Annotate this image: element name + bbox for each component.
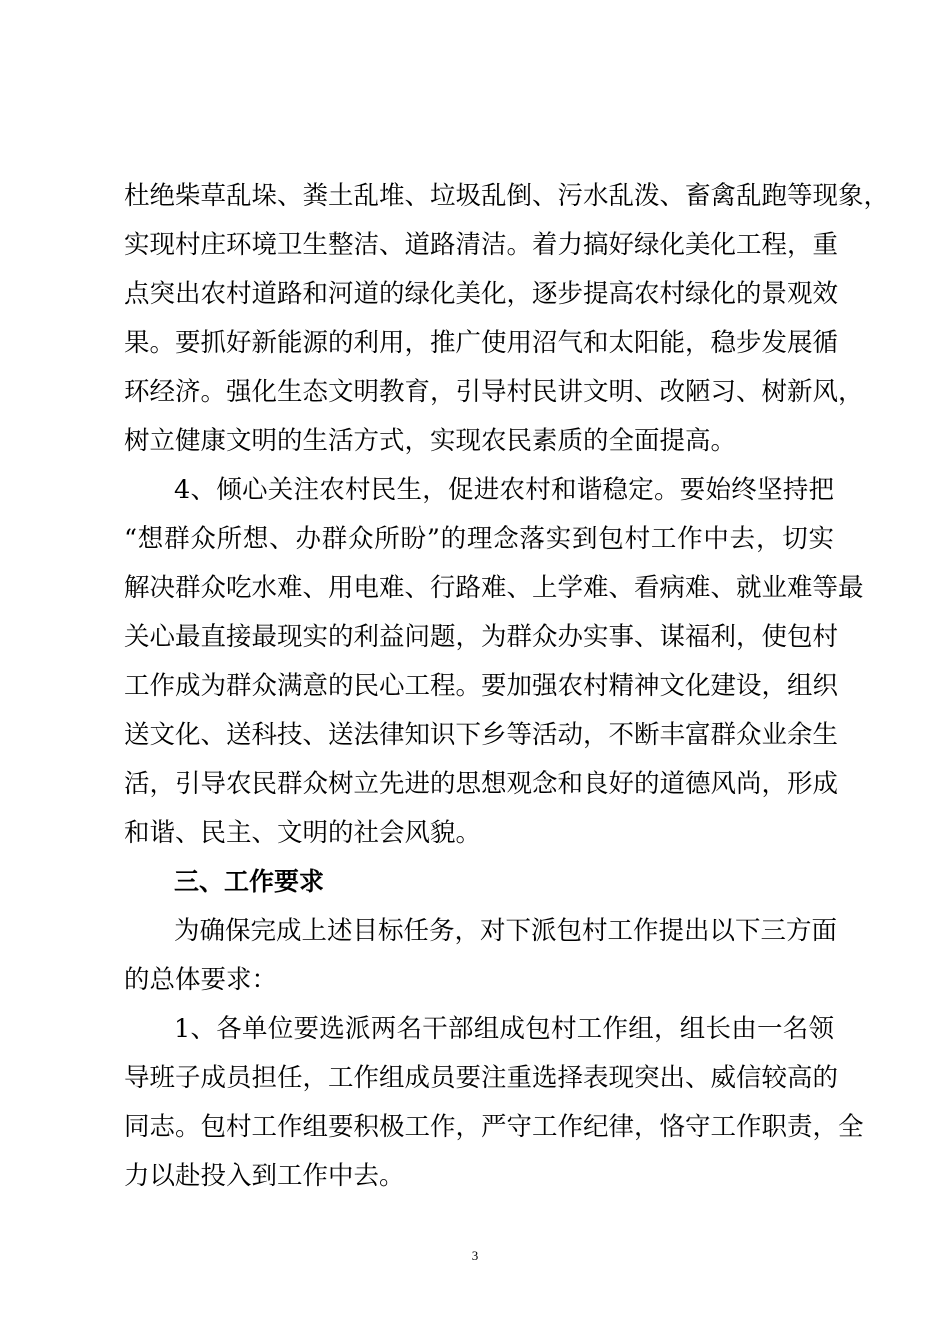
body-text-line: 实现村庄环境卫生整洁、道路清洁。着力搞好绿化美化工程，重: [124, 230, 839, 260]
body-text-line: 工作成为群众满意的民心工程。要加强农村精神文化建设，组织: [124, 671, 839, 701]
body-text-line: 为确保完成上述目标任务，对下派包村工作提出以下三方面: [174, 916, 838, 946]
page-number: 3: [471, 1248, 479, 1263]
body-text-line: 和谐、民主、文明的社会风貌。: [124, 818, 482, 848]
section-item-1-line: 1、各单位要选派两名干部组成包村工作组，组长由一名领: [174, 1014, 834, 1044]
body-text-line: 的总体要求：: [124, 965, 278, 995]
body-text-line: 同志。包村工作组要积极工作，严守工作纪律，恪守工作职责，全: [124, 1112, 864, 1142]
body-text-line: 点突出农村道路和河道的绿化美化，逐步提高农村绿化的景观效: [124, 279, 839, 309]
body-text-line: 力以赴投入到工作中去。: [124, 1161, 405, 1191]
body-text-line: 环经济。强化生态文明教育，引导村民讲文明、改陋习、树新风，: [124, 377, 864, 407]
body-text-line: 杜绝柴草乱垛、粪土乱堆、垃圾乱倒、污水乱泼、畜禽乱跑等现象，: [124, 181, 890, 211]
body-text-line: 关心最直接最现实的利益问题，为群众办实事、谋福利，使包村: [124, 622, 839, 652]
body-text-line: 树立健康文明的生活方式，实现农民素质的全面提高。: [124, 426, 737, 456]
body-text-line: 活，引导农民群众树立先进的思想观念和良好的道德风尚，形成: [124, 769, 839, 799]
body-text-line: “想群众所想、办群众所盼”的理念落实到包村工作中去，切实: [124, 524, 834, 554]
section-heading: 三、工作要求: [174, 867, 325, 896]
body-text-line: 果。要抓好新能源的利用，推广使用沼气和太阳能，稳步发展循: [124, 328, 839, 358]
body-text-line: 解决群众吃水难、用电难、行路难、上学难、看病难、就业难等最: [124, 573, 864, 603]
section-item-4-line: 4、倾心关注农村民生，促进农村和谐稳定。要始终坚持把: [174, 475, 834, 505]
body-text-line: 导班子成员担任，工作组成员要注重选择表现突出、威信较高的: [124, 1063, 839, 1093]
body-text-line: 送文化、送科技、送法律知识下乡等活动，不断丰富群众业余生: [124, 720, 839, 750]
